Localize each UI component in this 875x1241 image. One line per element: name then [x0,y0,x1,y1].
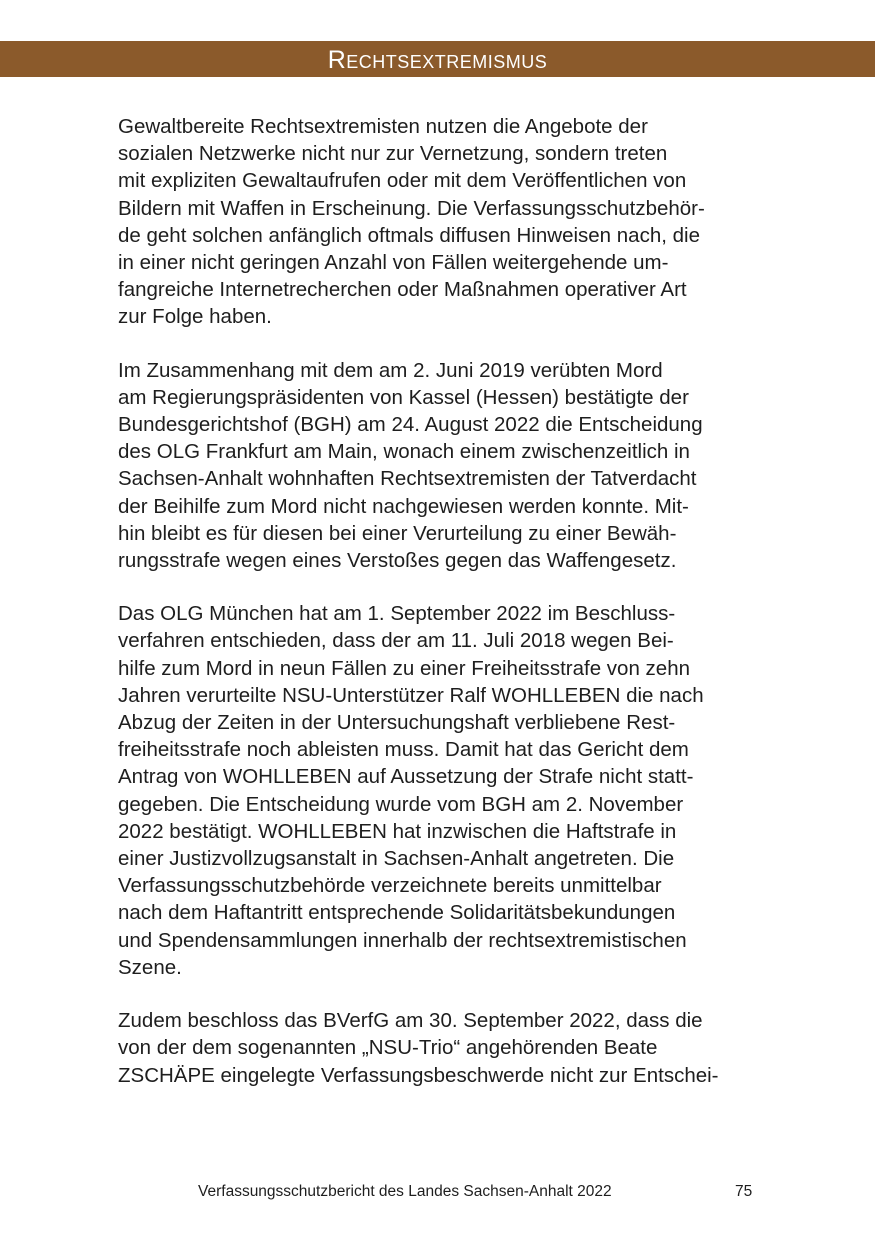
paragraph [118,600,763,981]
text-line: rungsstrafe wegen eines Verstoßes gegen das Waffengesetz. [118,549,677,573]
text-line: freiheitsstrafe noch ableisten muss. Damit hat das Gericht dem [118,738,689,762]
text-line: Bildern mit Waffen in Erscheinung. Die Verfassungsschutzbehör- [118,196,705,220]
body-text [118,113,763,1115]
paragraph [118,357,763,575]
text-line: Antrag von WOHLLEBEN auf Aussetzung der Strafe nicht statt- [118,765,694,789]
text-line: von der dem sogenannten „NSU-Trio“ angehörenden Beate [118,1036,658,1060]
text-line: und Spendensammlungen innerhalb der rechtsextremistischen [118,928,687,952]
text-line: des OLG Frankfurt am Main, wonach einem zwischenzeitlich in [118,440,690,464]
text-line: ZSCHÄPE eingelegte Verfassungsbeschwerde nicht zur Entschei- [118,1063,719,1087]
text-line: am Regierungspräsidenten von Kassel (Hessen) bestätigte der [118,385,689,409]
text-line: Bundesgerichtshof (BGH) am 24. August 2022 die Entscheidung [118,413,703,437]
paragraph [118,1007,763,1089]
text-line: sozialen Netzwerke nicht nur zur Vernetzung, sondern treten [118,142,668,166]
section-header-bar [0,41,875,77]
text-line: fangreiche Internetrecherchen oder Maßnahmen operativer Art [118,278,687,302]
text-line: hilfe zum Mord in neun Fällen zu einer Freiheitsstrafe von zehn [118,656,691,680]
text-line: Gewaltbereite Rechtsextremisten nutzen die Angebote der [118,115,648,138]
text-line: mit expliziten Gewaltaufrufen oder mit dem Veröffentlichen von [118,169,687,193]
text-line: Sachsen-Anhalt wohnhaften Rechtsextremisten der Tatverdacht [118,467,697,491]
page-footer [0,1183,875,1207]
text-line: hin bleibt es für diesen bei einer Verurteilung zu einer Bewäh- [118,521,677,545]
text-line: gegeben. Die Entscheidung wurde vom BGH am 2. November [118,792,684,816]
text-line: in einer nicht geringen Anzahl von Fällen weitergehende um- [118,251,669,275]
text-line: verfahren entschieden, dass der am 11. Juli 2018 wegen Bei- [118,629,674,653]
text-line: 2022 bestätigt. WOHLLEBEN hat inzwischen die Haftstrafe in [118,819,677,843]
text-line: de geht solchen anfänglich oftmals diffusen Hinweisen nach, die [118,223,700,247]
text-line: Abzug der Zeiten in der Untersuchungshaft verbliebene Rest- [118,711,676,735]
text-line: Jahren verurteilte NSU-Unterstützer Ralf WOHLLEBEN die nach [118,683,704,707]
text-line: Zudem beschloss das BVerfG am 30. September 2022, dass die [118,1009,703,1033]
text-line: Im Zusammenhang mit dem am 2. Juni 2019 verübten Mord [118,358,663,382]
text-line: der Beihilfe zum Mord nicht nachgewiesen werden konnte. Mit- [118,494,689,518]
text-line: Szene. [118,955,182,979]
text-line: zur Folge haben. [118,305,272,329]
text-line: Verfassungsschutzbehörde verzeichnete bereits unmittelbar [118,874,662,898]
text-line: nach dem Haftantritt entsprechende Solidaritätsbekundungen [118,901,676,925]
text-line: einer Justizvollzugsanstalt in Sachsen-Anhalt angetreten. Die [118,847,675,871]
paragraph [118,113,763,331]
section-title: Rechtsextremismus [327,46,548,74]
page-number: 75 [735,1183,753,1200]
text-line: Das OLG München hat am 1. September 2022 im Beschluss- [118,602,676,626]
footer-publication-title: Verfassungsschutzbericht des Landes Sachsen-Anhalt 2022 [198,1183,612,1200]
